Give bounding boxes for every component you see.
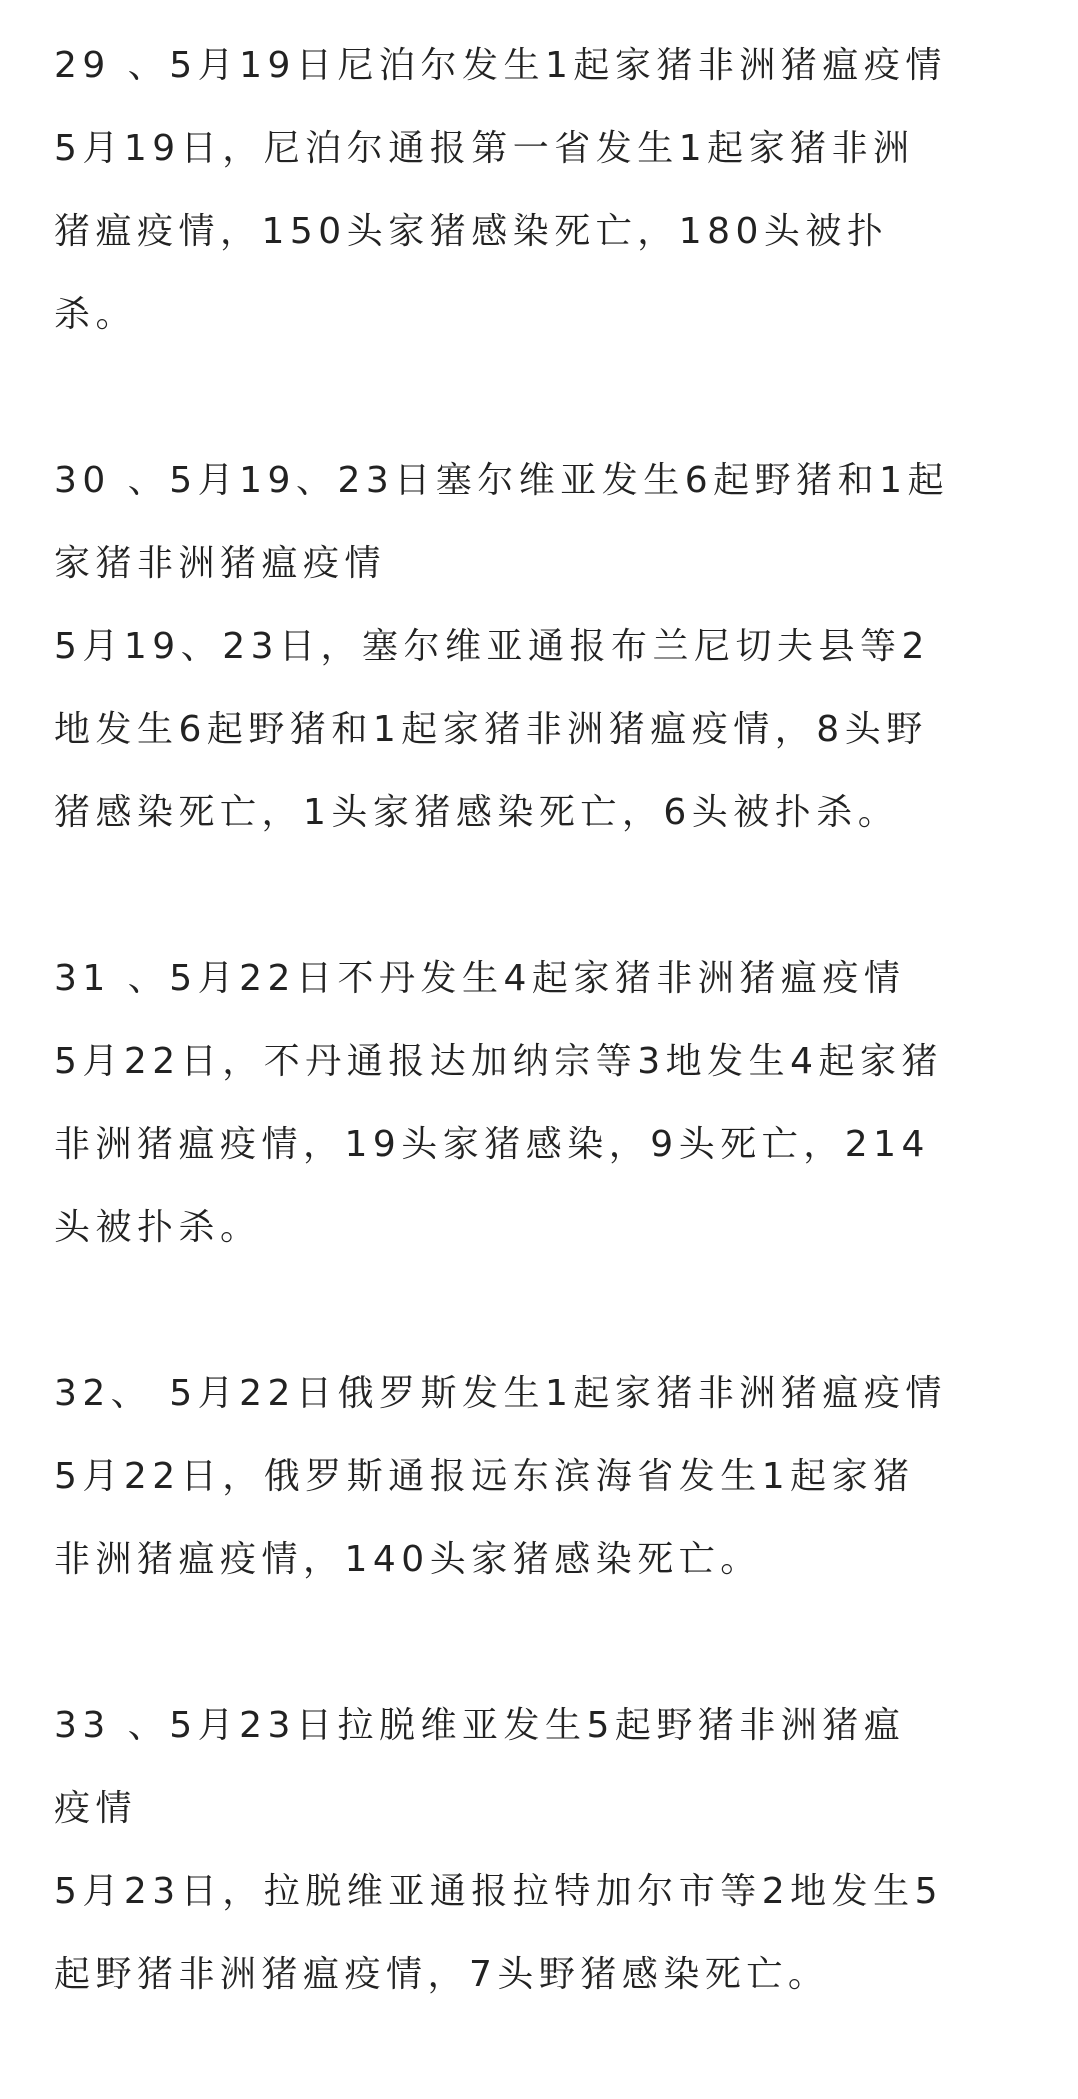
entry-body-line: 5月22日，俄罗斯通报远东滨海省发生1起家猪 xyxy=(54,1456,915,1497)
entry-headline: 31 、5月22日不丹发生4起家猪非洲猪瘟疫情 xyxy=(54,958,906,999)
entry-body-line: 非洲猪瘟疫情，19头家猪感染，9头死亡，214 xyxy=(54,1124,930,1165)
entry-headline: 32、 5月22日俄罗斯发生1起家猪非洲猪瘟疫情 xyxy=(54,1373,947,1414)
news-entry-32 xyxy=(54,1352,1044,1601)
news-entry-30 xyxy=(54,439,1044,854)
entry-headline-continued: 疫情 xyxy=(54,1788,138,1829)
entry-body-line: 5月19日，尼泊尔通报第一省发生1起家猪非洲 xyxy=(54,128,915,169)
entry-body-line: 猪感染死亡，1头家猪感染死亡，6头被扑杀。 xyxy=(54,792,900,833)
entry-headline: 33 、5月23日拉脱维亚发生5起野猪非洲猪瘟 xyxy=(54,1705,906,1746)
entry-body-line: 地发生6起野猪和1起家猪非洲猪瘟疫情，8头野 xyxy=(54,709,928,750)
entry-headline: 29 、5月19日尼泊尔发生1起家猪非洲猪瘟疫情 xyxy=(54,45,947,86)
news-entry-31 xyxy=(54,937,1044,1269)
entry-headline-continued: 家猪非洲猪瘟疫情 xyxy=(54,543,387,584)
news-entry-33 xyxy=(54,1684,1044,2016)
entry-body-line: 5月19、23日，塞尔维亚通报布兰尼切夫县等2 xyxy=(54,626,930,667)
entry-body-line: 猪瘟疫情，150头家猪感染死亡，180头被扑 xyxy=(54,211,889,252)
entry-body-line: 杀。 xyxy=(54,294,138,335)
entry-body-line: 非洲猪瘟疫情，140头家猪感染死亡。 xyxy=(54,1539,762,1580)
entry-body-line: 5月22日，不丹通报达加纳宗等3地发生4起家猪 xyxy=(54,1041,944,1082)
news-entry-29 xyxy=(54,24,1044,356)
entry-headline: 30 、5月19、23日塞尔维亚发生6起野猪和1起 xyxy=(54,460,950,501)
entry-body-line: 起野猪非洲猪瘟疫情，7头野猪感染死亡。 xyxy=(54,1954,830,1995)
entry-body-line: 5月23日，拉脱维亚通报拉特加尔市等2地发生5 xyxy=(54,1871,944,1912)
entry-body-line: 头被扑杀。 xyxy=(54,1207,262,1248)
article xyxy=(54,24,1044,2099)
